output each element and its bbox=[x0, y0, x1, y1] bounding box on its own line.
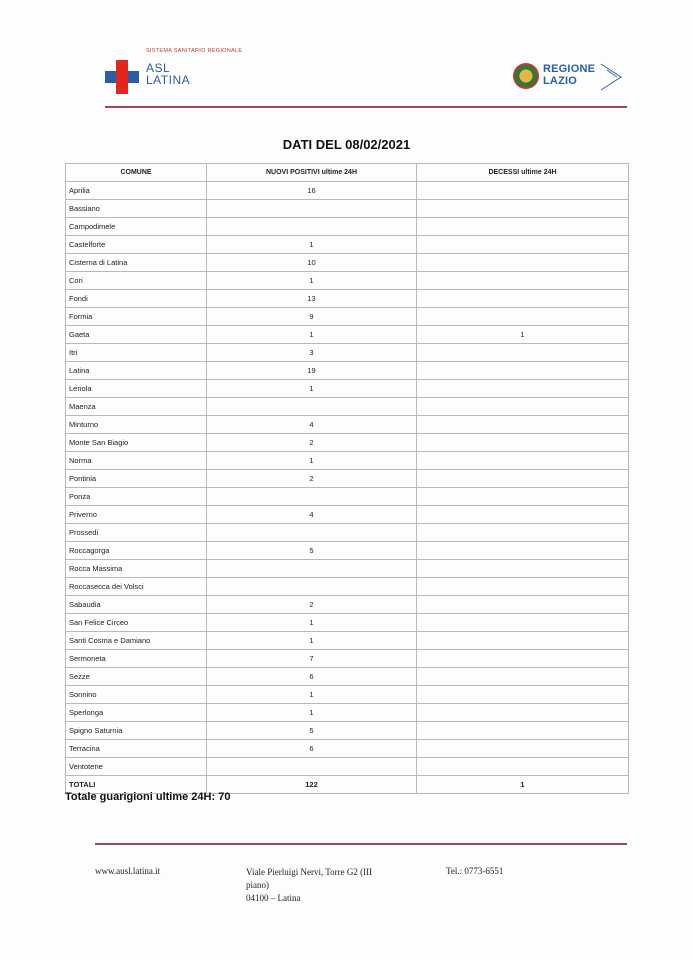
cell-nuovi-positivi bbox=[207, 398, 417, 416]
cell-comune: Aprilia bbox=[66, 182, 207, 200]
cell-nuovi-positivi bbox=[207, 524, 417, 542]
cell-decessi bbox=[417, 614, 629, 632]
cell-comune: Latina bbox=[66, 362, 207, 380]
cell-decessi bbox=[417, 308, 629, 326]
cell-comune: Formia bbox=[66, 308, 207, 326]
cell-comune: Sezze bbox=[66, 668, 207, 686]
table-row bbox=[66, 740, 629, 758]
cell-decessi bbox=[417, 380, 629, 398]
cases-table bbox=[65, 163, 629, 794]
cell-decessi bbox=[417, 740, 629, 758]
table-row bbox=[66, 362, 629, 380]
cell-decessi bbox=[417, 272, 629, 290]
cell-decessi bbox=[417, 704, 629, 722]
cell-decessi bbox=[417, 578, 629, 596]
regione-lazio-logo bbox=[513, 60, 623, 94]
cell-nuovi-positivi bbox=[207, 218, 417, 236]
cell-nuovi-positivi: 7 bbox=[207, 650, 417, 668]
totals-decessi: 1 bbox=[417, 776, 629, 794]
table-row bbox=[66, 236, 629, 254]
table-row bbox=[66, 272, 629, 290]
cell-decessi bbox=[417, 632, 629, 650]
cell-comune: Priverno bbox=[66, 506, 207, 524]
cell-decessi bbox=[417, 218, 629, 236]
cell-decessi bbox=[417, 506, 629, 524]
cell-comune: Lenola bbox=[66, 380, 207, 398]
table-row bbox=[66, 506, 629, 524]
cell-decessi bbox=[417, 236, 629, 254]
table-row bbox=[66, 380, 629, 398]
cell-decessi bbox=[417, 650, 629, 668]
header-decessi: DECESSI ultime 24H bbox=[417, 164, 629, 182]
asl-line2: LATINA bbox=[146, 73, 191, 87]
cell-comune: Fondi bbox=[66, 290, 207, 308]
table-row bbox=[66, 254, 629, 272]
table-row bbox=[66, 578, 629, 596]
cell-comune: Cori bbox=[66, 272, 207, 290]
table-row bbox=[66, 182, 629, 200]
cell-decessi bbox=[417, 416, 629, 434]
table-row bbox=[66, 326, 629, 344]
table-row bbox=[66, 488, 629, 506]
address-line2: piano) bbox=[246, 880, 269, 890]
cell-nuovi-positivi: 2 bbox=[207, 596, 417, 614]
table-row bbox=[66, 200, 629, 218]
system-label: SISTEMA SANITARIO REGIONALE bbox=[146, 48, 243, 54]
cell-comune: Ventotene bbox=[66, 758, 207, 776]
cell-nuovi-positivi: 1 bbox=[207, 380, 417, 398]
table-row bbox=[66, 398, 629, 416]
cell-nuovi-positivi: 1 bbox=[207, 452, 417, 470]
header-comune: COMUNE bbox=[66, 164, 207, 182]
cell-decessi bbox=[417, 254, 629, 272]
cell-comune: Cisterna di Latina bbox=[66, 254, 207, 272]
cell-decessi bbox=[417, 488, 629, 506]
cell-nuovi-positivi: 2 bbox=[207, 434, 417, 452]
cell-decessi bbox=[417, 200, 629, 218]
cell-comune: Monte San Biagio bbox=[66, 434, 207, 452]
cell-comune: Sermoneta bbox=[66, 650, 207, 668]
table-row bbox=[66, 686, 629, 704]
cell-comune: Santi Cosma e Damiano bbox=[66, 632, 207, 650]
table-row bbox=[66, 632, 629, 650]
cell-nuovi-positivi: 1 bbox=[207, 614, 417, 632]
cell-nuovi-positivi: 1 bbox=[207, 632, 417, 650]
table-row bbox=[66, 470, 629, 488]
cell-nuovi-positivi: 2 bbox=[207, 470, 417, 488]
cell-decessi bbox=[417, 560, 629, 578]
table-header-row bbox=[66, 164, 629, 182]
cell-nuovi-positivi: 6 bbox=[207, 668, 417, 686]
cell-decessi bbox=[417, 524, 629, 542]
cell-decessi bbox=[417, 470, 629, 488]
table-row bbox=[66, 542, 629, 560]
cell-comune: San Felice Circeo bbox=[66, 614, 207, 632]
cell-comune: Sonnino bbox=[66, 686, 207, 704]
region-line1: REGIONE bbox=[543, 63, 596, 75]
table-row bbox=[66, 290, 629, 308]
footer-phone: Tel.: 0773-6551 bbox=[446, 866, 504, 876]
cell-comune: Bassiano bbox=[66, 200, 207, 218]
table-row bbox=[66, 452, 629, 470]
cell-decessi bbox=[417, 452, 629, 470]
table-row bbox=[66, 434, 629, 452]
cell-comune: Roccasecca dei Volsci bbox=[66, 578, 207, 596]
cell-decessi bbox=[417, 362, 629, 380]
cell-nuovi-positivi: 1 bbox=[207, 326, 417, 344]
footer-divider bbox=[95, 843, 627, 845]
table-row bbox=[66, 596, 629, 614]
cell-nuovi-positivi bbox=[207, 200, 417, 218]
cell-nuovi-positivi: 10 bbox=[207, 254, 417, 272]
recovered-total: Totale guarigioni ultime 24H: 70 bbox=[65, 791, 231, 803]
cell-comune: Maenza bbox=[66, 398, 207, 416]
table-row bbox=[66, 650, 629, 668]
cell-comune: Spigno Saturnia bbox=[66, 722, 207, 740]
asl-logo-text bbox=[146, 62, 190, 86]
asl-line1: ASL bbox=[146, 61, 171, 75]
cell-nuovi-positivi: 3 bbox=[207, 344, 417, 362]
table-row bbox=[66, 344, 629, 362]
lazio-swoosh-icon bbox=[599, 62, 623, 92]
cell-comune: Castelforte bbox=[66, 236, 207, 254]
cell-comune: Norma bbox=[66, 452, 207, 470]
cell-nuovi-positivi: 5 bbox=[207, 542, 417, 560]
cell-comune: Rocca Massima bbox=[66, 560, 207, 578]
region-line2: LAZIO bbox=[543, 75, 577, 87]
cell-decessi bbox=[417, 668, 629, 686]
cell-comune: Terracina bbox=[66, 740, 207, 758]
cell-decessi bbox=[417, 722, 629, 740]
asl-cross-logo-icon bbox=[105, 60, 139, 94]
cell-decessi bbox=[417, 398, 629, 416]
cell-nuovi-positivi: 4 bbox=[207, 416, 417, 434]
table-row bbox=[66, 218, 629, 236]
cell-comune: Prossedi bbox=[66, 524, 207, 542]
regione-lazio-text bbox=[543, 63, 595, 87]
cell-comune: Sperlonga bbox=[66, 704, 207, 722]
table-row bbox=[66, 704, 629, 722]
cell-nuovi-positivi: 1 bbox=[207, 704, 417, 722]
header-nuovi-positivi: NUOVI POSITIVI ultime 24H bbox=[207, 164, 417, 182]
cell-comune: Pontinia bbox=[66, 470, 207, 488]
cell-nuovi-positivi: 1 bbox=[207, 236, 417, 254]
cell-decessi bbox=[417, 182, 629, 200]
page-title: DATI DEL 08/02/2021 bbox=[282, 137, 411, 152]
cell-comune: Sabaudia bbox=[66, 596, 207, 614]
cell-comune: Itri bbox=[66, 344, 207, 362]
cell-comune: Campodimele bbox=[66, 218, 207, 236]
cell-nuovi-positivi bbox=[207, 758, 417, 776]
cell-comune: Minturno bbox=[66, 416, 207, 434]
cell-nuovi-positivi: 1 bbox=[207, 686, 417, 704]
totals-label: TOTALI bbox=[66, 776, 207, 794]
table-row bbox=[66, 722, 629, 740]
cell-decessi bbox=[417, 434, 629, 452]
cell-decessi bbox=[417, 758, 629, 776]
address-line3: 04100 – Latina bbox=[246, 893, 301, 903]
totals-positivi: 122 bbox=[207, 776, 417, 794]
table-row bbox=[66, 668, 629, 686]
cell-decessi bbox=[417, 686, 629, 704]
cell-nuovi-positivi: 9 bbox=[207, 308, 417, 326]
cell-nuovi-positivi: 4 bbox=[207, 506, 417, 524]
cell-decessi bbox=[417, 344, 629, 362]
footer-website: www.ausl.latina.it bbox=[95, 866, 161, 876]
cell-comune: Gaeta bbox=[66, 326, 207, 344]
cell-decessi: 1 bbox=[417, 326, 629, 344]
regione-lazio-emblem-icon bbox=[513, 63, 539, 89]
address-line1: Viale Pierluigi Nervi, Torre G2 (III bbox=[246, 867, 373, 877]
cell-comune: Ponza bbox=[66, 488, 207, 506]
table-row bbox=[66, 614, 629, 632]
table-row bbox=[66, 758, 629, 776]
cell-nuovi-positivi bbox=[207, 488, 417, 506]
cell-nuovi-positivi: 1 bbox=[207, 272, 417, 290]
cell-decessi bbox=[417, 596, 629, 614]
cell-nuovi-positivi: 6 bbox=[207, 740, 417, 758]
header-divider bbox=[105, 106, 627, 108]
cell-comune: Roccagorga bbox=[66, 542, 207, 560]
cell-nuovi-positivi bbox=[207, 560, 417, 578]
table-row bbox=[66, 524, 629, 542]
footer-address bbox=[246, 866, 416, 905]
cell-decessi bbox=[417, 542, 629, 560]
table-row bbox=[66, 416, 629, 434]
cell-nuovi-positivi bbox=[207, 578, 417, 596]
table-row bbox=[66, 308, 629, 326]
cell-nuovi-positivi: 5 bbox=[207, 722, 417, 740]
table-row bbox=[66, 560, 629, 578]
cell-nuovi-positivi: 16 bbox=[207, 182, 417, 200]
cell-nuovi-positivi: 19 bbox=[207, 362, 417, 380]
cell-nuovi-positivi: 13 bbox=[207, 290, 417, 308]
cell-decessi bbox=[417, 290, 629, 308]
